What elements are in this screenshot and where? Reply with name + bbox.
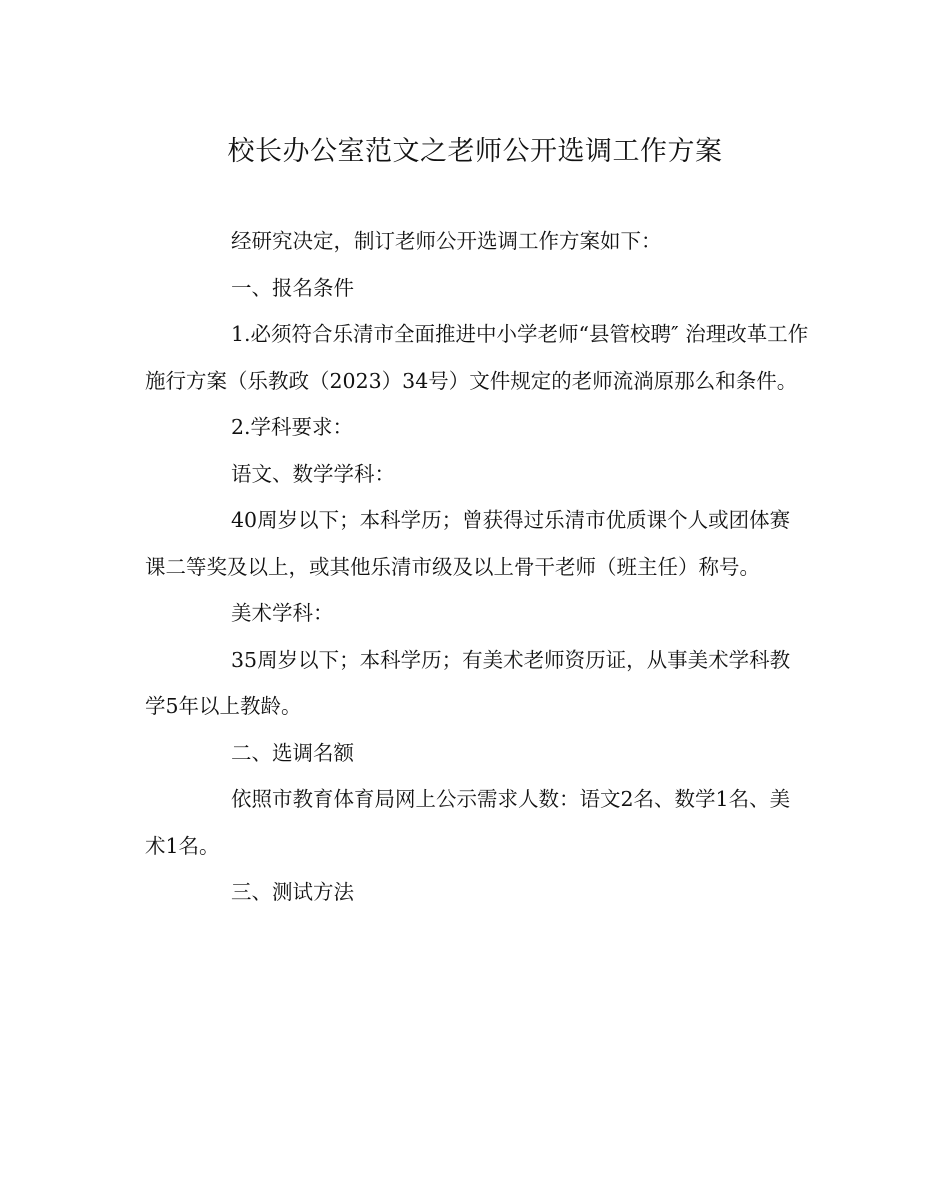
paragraph-chinese-math-subjects: 语文、数学学科： [231,461,395,486]
heading-registration-conditions: 一、报名条件 [231,275,354,300]
paragraph-condition-1: 1.必须符合乐清市全面推进中小学老师“县管校聘″ 治理改革工作施行方案（乐教政（2023）34号）文件规定的老师流淌原那么和条件。 [145,322,809,393]
paragraph-subject-requirements: 2.学科要求： [231,415,354,439]
paragraph-intro: 经研究决定，制订老师公开选调工作方案如下： [231,229,662,253]
paragraph-chinese-math-requirements: 40周岁以下；本科学历；曾获得过乐清市优质课个人或团体赛课二等奖及以上，或其他乐清市级及以上骨干老师（班主任）称号。 [145,508,791,579]
document-body [145,218,810,916]
heading-test-method: 三、测试方法 [231,880,354,904]
paragraph-art-requirements: 35周岁以下；本科学历；有美术老师资历证，从事美术学科教学5年以上教龄。 [145,647,791,718]
paragraph-quota-details: 依照市教育体育局网上公示需求人数：语文2名、数学1名、美术1名。 [145,787,791,858]
heading-quota: 二、选调名额 [231,740,354,765]
paragraph-art-subject: 美术学科： [231,601,334,625]
document-title: 校长办公室范文之老师公开选调工作方案 [227,136,723,167]
